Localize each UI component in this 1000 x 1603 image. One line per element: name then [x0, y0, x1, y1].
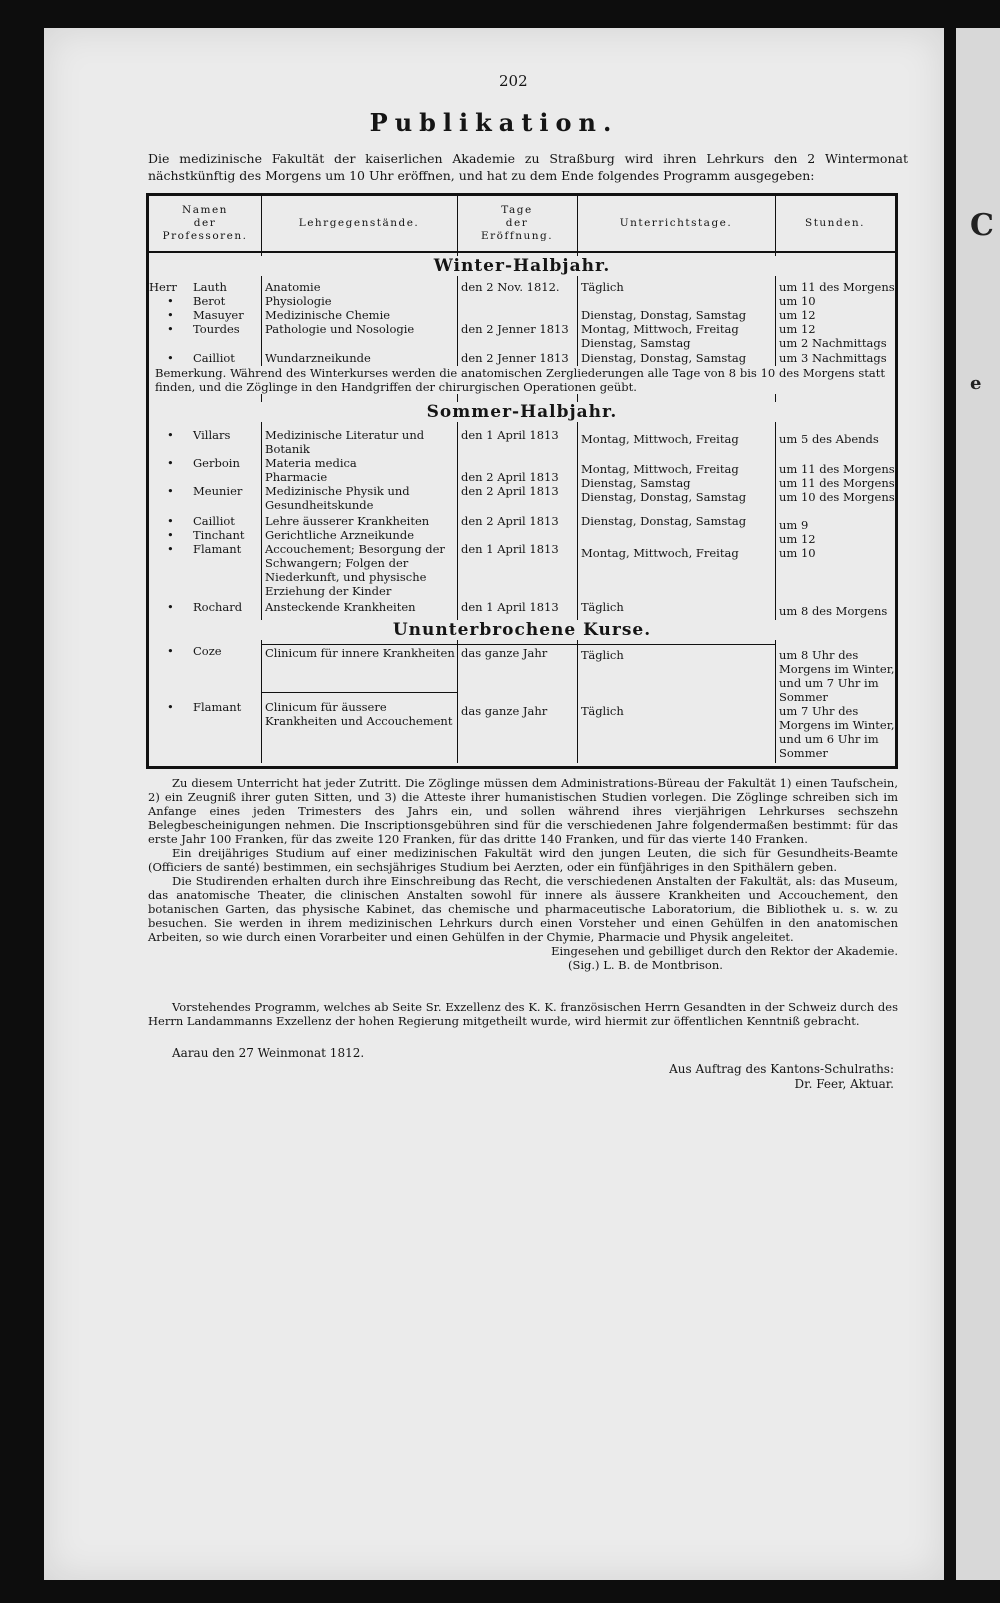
hours: um 5 des Abends — [779, 432, 879, 446]
hours: um 7 Uhr des Morgens im Winter, und um 6 Uhr im Sommer — [779, 704, 895, 760]
teaching-days: Täglich — [581, 704, 624, 718]
subject: Wundarzneikunde — [265, 351, 371, 365]
footer-paragraph: Ein dreijähriges Studium auf einer medizinischen Fakultät wird den jungen Leuten, die sich für Gesundheits-Beamte (Officiers de santé) bestimmen, ein sechsjähriges Studium bei Aerzten, oder ein fünfjähriges in den Spithälern geben. — [148, 846, 898, 874]
opening-date: den 2 Jenner 1813 — [461, 351, 569, 365]
hours: um 12 — [779, 532, 816, 546]
subject: Physiologie — [265, 294, 332, 308]
row-divider — [261, 644, 775, 645]
section-continuous: Ununterbrochene Kurse. — [149, 620, 895, 640]
opening-date: das ganze Jahr — [461, 704, 548, 718]
header-opening: Tage der Eröffnung. — [480, 204, 554, 242]
hours: um 9 — [779, 518, 809, 532]
header-professors: Namen der Professoren. — [162, 204, 248, 242]
column-divider — [775, 196, 776, 763]
opening-date: den 1 April 1813 — [461, 600, 559, 614]
teaching-days: Täglich — [581, 600, 624, 614]
approval-line: Eingesehen und gebilliget durch den Rektor der Akademie. — [551, 944, 898, 958]
closing-paragraph: Vorstehendes Programm, welches ab Seite Sr. Exzellenz des K. K. französischen Herrn Gesandten in der Schweiz durch des Herrn Landammanns Exzellenz der hohen Regierung mitgetheilt wurde, wird hiermit zur öffentlichen Kenntniß gebracht. — [148, 1000, 898, 1028]
footer-text — [148, 776, 898, 972]
professor-name: Masuyer — [193, 308, 244, 322]
teaching-days: Dienstag, Donstag, Samstag — [581, 351, 747, 365]
opening-date: das ganze Jahr — [461, 646, 548, 660]
page-number: 202 — [499, 72, 528, 90]
teaching-days: Täglich — [581, 280, 624, 294]
subject: Medizinische Chemie — [265, 308, 391, 322]
teaching-days: Dienstag, Donstag, Samstag — [581, 308, 747, 322]
subject: Pharmacie — [265, 470, 328, 484]
teaching-days: Dienstag, Donstag, Samstag — [581, 514, 747, 528]
teaching-days: Dienstag, Samstag — [581, 476, 691, 490]
professor-name: Lauth — [193, 280, 227, 294]
opening-date: den 1 April 1813 — [461, 428, 559, 442]
subject: Medizinische Literatur und Botanik — [265, 428, 425, 456]
document-page — [44, 28, 944, 1580]
opening-date: den 2 April 1813 — [461, 470, 559, 484]
teaching-days: Dienstag, Samstag — [581, 336, 691, 350]
section-winter: Winter-Halbjahr. — [149, 256, 895, 276]
teaching-days: Montag, Mittwoch, Freitag — [581, 546, 739, 560]
subject: Medizinische Physik und Gesundheitskunde — [265, 484, 410, 512]
hours: um 12 — [779, 308, 816, 322]
footer-paragraph: Die Studirenden erhalten durch ihre Einschreibung das Recht, die verschiedenen Anstalten der Fakultät, als: das Museum, das anatomische Theater, die clinischen Anstalten sowohl für innere als äussere Krankheiten und Accouchement, den botanischen Garten, das physische Kabinet, das chemische und pharmaceutische Laboratorium, die Bibliothek u. s. w. zu besuchen. Sie werden in ihrem medizinischen Lehrkurs durch einen Vorsteher und einen Gehülfen in den anatomischen Arbeiten, so wie durch einen Vorarbeiter und einen Gehülfen in der Chymie, Pharmacie und Physik angeleitet. — [148, 874, 898, 944]
hours: um 2 Nachmittags — [779, 336, 887, 350]
professor-name: Tinchant — [193, 528, 245, 542]
header-days: Unterrichtstage. — [619, 217, 733, 229]
opening-date: den 2 Nov. 1812. — [461, 280, 560, 294]
hours: um 10 — [779, 294, 816, 308]
hours: um 11 des Morgens — [779, 476, 895, 490]
opening-date: den 1 April 1813 — [461, 542, 559, 556]
opening-date: den 2 April 1813 — [461, 484, 559, 498]
signature-name: Dr. Feer, Aktuar. — [794, 1077, 894, 1091]
footer-paragraph: Zu diesem Unterricht hat jeder Zutritt. Die Zöglinge müssen dem Administrations-Büreau der Fakultät 1) einen Taufschein, 2) ein Zeugniß ihrer guten Sitten, und 3) die Atteste ihrer humanistischen Studien vorlegen. Die Zöglinge schreiben sich im Anfange eines jeden Trimesters des Jahrs ein, und sollen während ihres vierjährigen Lehrkurses sechszehn Belegbescheinigungen nehmen. Die Inscriptionsgebühren sind für die verschiedenen Jahre folgendermaßen bestimmt: für das erste Jahr 100 Franken, für das zweite 120 Franken, für das dritte 140 Franken, und für das vierte 140 Franken. — [148, 776, 898, 846]
teaching-days: Täglich — [581, 648, 624, 662]
professor-name: Tourdes — [193, 322, 240, 336]
teaching-days: Montag, Mittwoch, Freitag — [581, 432, 739, 446]
column-divider — [457, 196, 458, 763]
opening-date: den 2 April 1813 — [461, 514, 559, 528]
teaching-days: Dienstag, Donstag, Samstag — [581, 490, 747, 504]
subject: Clinicum für äussere Krankheiten und Accouchement — [265, 700, 453, 728]
header-subjects: Lehrgegenstände. — [298, 217, 420, 229]
hours: um 12 — [779, 322, 816, 336]
professor-name: Flamant — [193, 542, 242, 556]
hours: um 8 des Morgens — [779, 604, 888, 618]
signature-line: Aus Auftrag des Kantons-Schulraths: — [669, 1062, 894, 1076]
professor-name: Gerboin — [193, 456, 240, 470]
opening-date: den 2 Jenner 1813 — [461, 322, 569, 336]
professor-name: Villars — [193, 428, 231, 442]
subject: Gerichtliche Arzneikunde — [265, 528, 415, 542]
rector-signature: (Sig.) L. B. de Montbrison. — [568, 958, 723, 972]
subject: Ansteckende Krankheiten — [265, 600, 416, 614]
subject: Pathologie und Nosologie — [265, 322, 415, 336]
page-title: Publikation. — [369, 108, 619, 137]
subject: Lehre äusserer Krankheiten — [265, 514, 430, 528]
program-table: Namen der Professoren. Lehrgegenstände. Tage der Eröffnung. Unterrichtstage. Stunden. Winter-Halbjahr. Herr Lauth Anatomie den 2 Nov. 1812. Täglich um 11 des Morgens • Berot Physiologie um 10 • Masuyer Medizinische Chemie Dienstag, Donstag, Samstag um 12 • Tourdes Pathologie und Nosologie den 2 Jenner 1813 Montag, Mittwoch, Freitag um 12 Dienstag, Samstag um 2 Nachmittags • Cailliot Wundarzneikunde den 2 Jenner 1813 Dienstag, Donstag, Samstag um 3 Nachmittags Bemerkung. Während des Winterkurses werden die anatomischen Zergliederungen alle Tage von 8 bis 10 des Morgens statt finden, und die Zöglinge in den Handgriffen der chirurgischen Operationen geübt. Sommer-Halbjahr. • Villars Medizinische Literatur und Botanik den 1 April 1813 Montag, Mittwoch, Freitag um 5 des Abends • Gerboin Materia medica Pharmacie den 2 April 1813 Montag, Mittwoch, Freitag um 11 des Morgens • Meunier Medizinische Physik und Gesundheitskunde den 2 April 1813 Dienstag, Samstag um 11 des Morgens Dienstag, Donstag, Samstag um 10 des Morgens • Cailliot Lehre äusserer Krankheiten den 2 April 1813 Dienstag, Donstag, Samstag um 9 • Tinchant Gerichtliche Arzneikunde um 12 • Flamant Accouchement; Besorgung der Schwangern; Folgen der Niederkunft, und physische Erziehung der Kinder den 1 April 1813 Montag, Mittwoch, Freitag um 10 • Rochard Ansteckende Krankheiten den 1 April 1813 Täglich um 8 des Morgens Ununterbrochene Kurse. • Coze Clinicum für innere Krankheiten das ganze Jahr Täglich um 8 Uhr des Morgens im Winter, und um 7 Uhr im Sommer • Flamant Clinicum für äussere Krankheiten und Accouchement das ganze Jahr Täglich um 7 Uhr des Morgens im Winter, und um 6 Uhr im Sommer — [146, 193, 898, 769]
professor-name: Cailliot — [193, 514, 235, 528]
adjacent-page-edge: C e — [956, 28, 1000, 1580]
hours: um 11 des Morgens — [779, 462, 895, 476]
section-summer: Sommer-Halbjahr. — [149, 402, 895, 422]
subject: Anatomie — [265, 280, 321, 294]
column-divider — [577, 196, 578, 763]
professor-name: Rochard — [193, 600, 243, 614]
professor-name: Flamant — [193, 700, 242, 714]
teaching-days: Montag, Mittwoch, Freitag — [581, 322, 739, 336]
professor-name: Meunier — [193, 484, 243, 498]
winter-note: Bemerkung. Während des Winterkurses werden die anatomischen Zergliederungen alle Tage von 8 bis 10 des Morgens statt finden, und die Zöglinge in den Handgriffen der chirurgischen Operationen geübt. — [155, 366, 885, 394]
date-line: Aarau den 27 Weinmonat 1812. — [172, 1046, 365, 1060]
hours: um 10 — [779, 546, 816, 560]
intro-paragraph: Die medizinische Fakultät der kaiserlichen Akademie zu Straßburg wird ihren Lehrkurs den 2 Wintermonat nächstkünftig des Morgens um 10 Uhr eröffnen, und hat zu dem Ende folgendes Programm ausgegeben: — [148, 151, 908, 183]
hours: um 3 Nachmittags — [779, 351, 887, 365]
signature-block — [644, 1062, 894, 1092]
subject: Materia medica — [265, 456, 357, 470]
professor-name: Berot — [193, 294, 226, 308]
hours: um 10 des Morgens — [779, 490, 895, 504]
row-divider — [261, 692, 457, 693]
subject: Accouchement; Besorgung der Schwangern; Folgen der Niederkunft, und physische Erziehung der Kinder — [265, 542, 445, 598]
teaching-days: Montag, Mittwoch, Freitag — [581, 462, 739, 476]
header-hours: Stunden. — [805, 217, 865, 229]
professor-name: Cailliot — [193, 351, 235, 365]
professor-name: Coze — [193, 644, 222, 658]
hours: um 11 des Morgens — [779, 280, 895, 294]
subject: Clinicum für innere Krankheiten — [265, 646, 455, 660]
column-divider — [261, 196, 262, 763]
hours: um 8 Uhr des Morgens im Winter, und um 7 Uhr im Sommer — [779, 648, 895, 704]
